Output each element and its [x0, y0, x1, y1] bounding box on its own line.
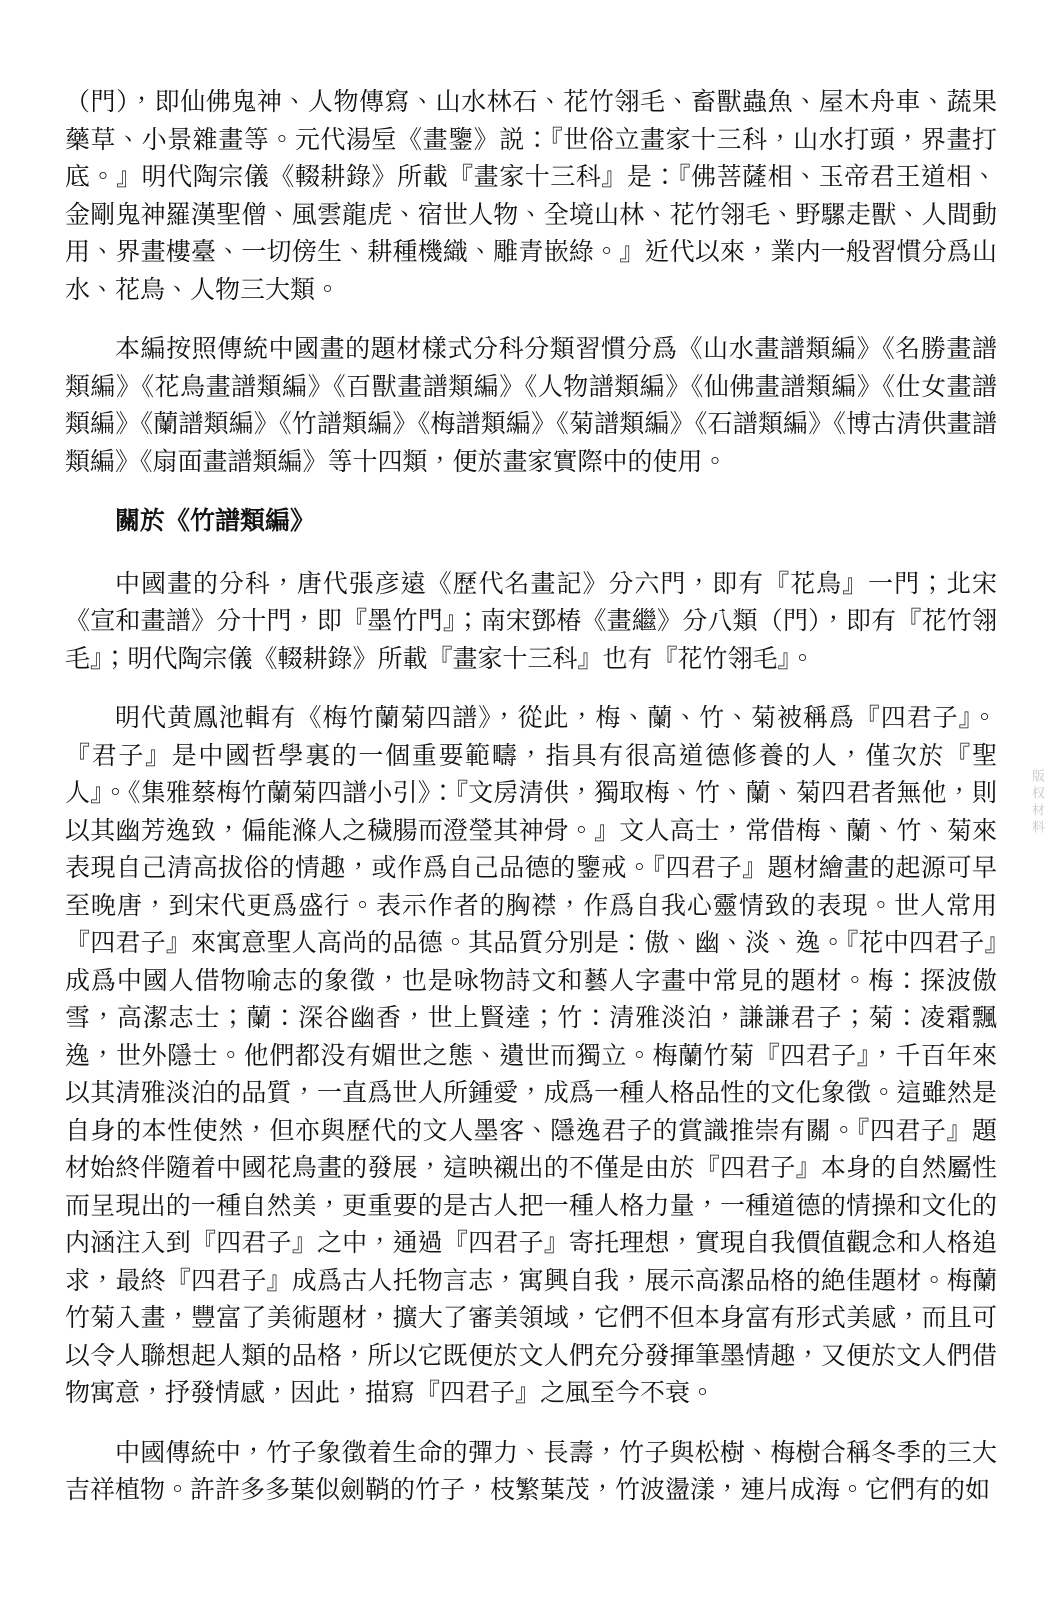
paragraph-four-gentlemen: 明代黄鳳池輯有《梅竹蘭菊四譜》，從此，梅、蘭、竹、菊被稱爲『四君子』。『君子』是中國哲學裏的一個重要範疇，指具有很高道德修養的人，僅次於『聖人』。《集雅蔡梅竹蘭菊四譜小引》：『文房清供，獨取梅、竹、蘭、菊四君者無他，則以其幽芳逸致，偏能滌人之穢腸而澄瑩其神骨。』文人高士，常借梅、蘭、竹、菊來表現自己清高拔俗的情趣，或作爲自己品德的鑒戒。『四君子』題材繪畫的起源可早至晚唐，到宋代更爲盛行。表示作者的胸襟，作爲自我心靈情致的表現。世人常用『四君子』來寓意聖人高尚的品德。其品質分別是：傲、幽、淡、逸。『花中四君子』成爲中國人借物喻志的象徵，也是咏物詩文和藝人字畫中常見的題材。梅：探波傲雪，高潔志士；蘭：深谷幽香，世上賢達；竹：清雅淡泊，謙謙君子；菊：凌霜飄逸，世外隱士。他們都没有媚世之態、遺世而獨立。梅蘭竹菊『四君子』，千百年來以其清雅淡泊的品質，一直爲世人所鍾愛，成爲一種人格品性的文化象徵。這雖然是自身的本性使然，但亦與歷代的文人墨客、隱逸君子的賞識推崇有關。『四君子』題材始終伴隨着中國花鳥畫的發展，這映襯出的不僅是由於『四君子』本身的自然屬性而呈現出的一種自然美，更重要的是古人把一種人格力量，一種道德的情操和文化的内涵注入到『四君子』之中，通過『四君子』寄托理想，實現自我價值觀念和人格追求，最終『四君子』成爲古人托物言志，寓興自我，展示高潔品格的絶佳題材。梅蘭竹菊入畫，豐富了美術題材，擴大了審美領域，它們不但本身富有形式美感，而且可以令人聯想起人類的品格，所以它既便於文人們充分發揮筆墨情趣，又便於文人們借物寓意，抒發情感，因此，描寫『四君子』之風至今不衰。	[65, 704, 997, 1407]
section-heading-bamboo-manual: 關於《竹譜類編》	[115, 507, 316, 535]
paragraph-historical-classification: 中國畫的分科，唐代張彦遠《歷代名畫記》分六門，即有『花鳥』一門；北宋《宣和畫譜》分十門，即『墨竹門』；南宋鄧椿《畫繼》分八類（門），即有『花竹翎毛』；明代陶宗儀《輟耕錄》所載『畫家十三科』也有『花竹翎毛』。	[65, 569, 997, 673]
paragraph-fourteen-categories: 本編按照傳統中國畫的題材樣式分科分類習慣分爲《山水畫譜類編》《名勝畫譜類編》《花鳥畫譜類編》《百獸畫譜類編》《人物譜類編》《仙佛畫譜類編》《仕女畫譜類編》《蘭譜類編》《竹譜類編》《梅譜類編》《菊譜類編》《石譜類編》《博古清供畫譜類編》《扇面畫譜類編》等十四類，便於畫家實際中的使用。	[65, 335, 997, 476]
paragraph-painting-categories-continuation: （門），即仙佛鬼神、人物傳寫、山水林石、花竹翎毛、畜獸蟲魚、屋木舟車、蔬果藥草、小景雜畫等。元代湯垕《畫鑒》説：『世俗立畫家十三科，山水打頭，界畫打底。』明代陶宗儀《輟耕錄》所載『畫家十三科』是：『佛菩薩相、玉帝君王道相、金剛鬼神羅漢聖僧、風雲龍虎、宿世人物、全境山林、花竹翎毛、野騾走獸、人間動用、界畫樓臺、一切傍生、耕種機織、雕青嵌綠。』近代以來，業内一般習慣分爲山水、花鳥、人物三大類。	[65, 88, 997, 304]
text-column	[65, 84, 997, 1532]
paragraph-bamboo-symbolism: 中國傳統中，竹子象徵着生命的彈力、長壽，竹子與松樹、梅樹合稱冬季的三大吉祥植物。許許多多葉似劍鞘的竹子，枝繁葉茂，竹波盪漾，連片成海。它們有的如	[65, 1438, 997, 1504]
copyright-watermark: 版权材料	[1030, 769, 1045, 837]
